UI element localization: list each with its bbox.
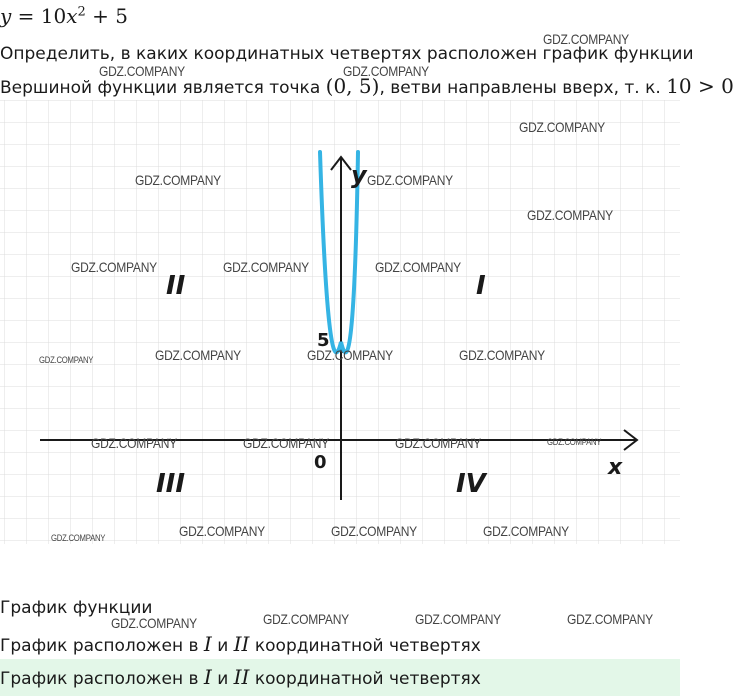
watermark: GDZ.COMPANY <box>567 611 653 627</box>
formula-exponent: 2 <box>77 4 86 20</box>
formula <box>0 4 128 28</box>
watermark: GDZ.COMPANY <box>343 63 429 79</box>
watermark: GDZ.COMPANY <box>91 435 177 451</box>
x-axis-label: x <box>608 455 623 480</box>
result-text <box>0 632 481 656</box>
watermark: GDZ.COMPANY <box>111 615 197 631</box>
final-after: координатной четвертях <box>249 669 481 689</box>
question-text: Определить, в каких координатных четвертях расположен график функции <box>0 44 694 64</box>
graph-svg <box>0 100 680 544</box>
answer-before: Вершиной функции является точка <box>0 78 326 98</box>
watermark: GDZ.COMPANY <box>519 119 605 135</box>
final-before: График расположен в <box>0 669 204 689</box>
watermark: GDZ.COMPANY <box>367 172 453 188</box>
origin-label: 0 <box>314 452 327 473</box>
answer-after: , ветви направлены вверх, т. к. <box>379 78 667 98</box>
watermark: GDZ.COMPANY <box>543 31 629 47</box>
result-before: График расположен в <box>0 636 204 656</box>
watermark: GDZ.COMPANY <box>223 259 309 275</box>
function-graph <box>0 100 680 544</box>
final-answer-box <box>0 659 680 696</box>
result-quadrant-2: II <box>233 632 250 656</box>
formula-eq: = 10 <box>11 4 67 28</box>
watermark: GDZ.COMPANY <box>415 611 501 627</box>
vertex-label: 5 <box>317 330 330 351</box>
quadrant-label-i: I <box>476 271 486 301</box>
formula-x: x <box>66 4 78 28</box>
watermark: GDZ.COMPANY <box>307 347 393 363</box>
watermark: GDZ.COMPANY <box>547 437 602 447</box>
watermark: GDZ.COMPANY <box>243 435 329 451</box>
watermark: GDZ.COMPANY <box>179 523 265 539</box>
quadrant-label-ii: II <box>166 271 186 301</box>
watermark: GDZ.COMPANY <box>375 259 461 275</box>
watermark: GDZ.COMPANY <box>71 259 157 275</box>
watermark: GDZ.COMPANY <box>483 523 569 539</box>
final-quadrant-1: I <box>203 665 212 689</box>
watermark: GDZ.COMPANY <box>155 347 241 363</box>
quadrant-label-iii: III <box>156 469 186 499</box>
watermark: GDZ.COMPANY <box>395 435 481 451</box>
watermark: GDZ.COMPANY <box>51 533 106 543</box>
watermark: GDZ.COMPANY <box>459 347 545 363</box>
answer-point: (0, 5) <box>325 74 380 98</box>
watermark: GDZ.COMPANY <box>39 355 94 365</box>
formula-y: y <box>0 4 12 28</box>
result-after: координатной четвертях <box>249 636 481 656</box>
watermark: GDZ.COMPANY <box>527 207 613 223</box>
final-mid: и <box>211 669 234 689</box>
y-axis-label: y <box>351 161 367 189</box>
answer-condition: 10 > 0 <box>666 74 734 98</box>
final-quadrant-2: II <box>233 665 250 689</box>
watermark: GDZ.COMPANY <box>263 611 349 627</box>
graph-caption: График функции <box>0 598 153 618</box>
quadrant-label-iv: IV <box>456 469 486 499</box>
watermark: GDZ.COMPANY <box>99 63 185 79</box>
watermark: GDZ.COMPANY <box>135 172 221 188</box>
result-mid: и <box>211 636 234 656</box>
result-quadrant-1: I <box>203 632 212 656</box>
formula-rest: + 5 <box>85 4 128 28</box>
watermark: GDZ.COMPANY <box>331 523 417 539</box>
